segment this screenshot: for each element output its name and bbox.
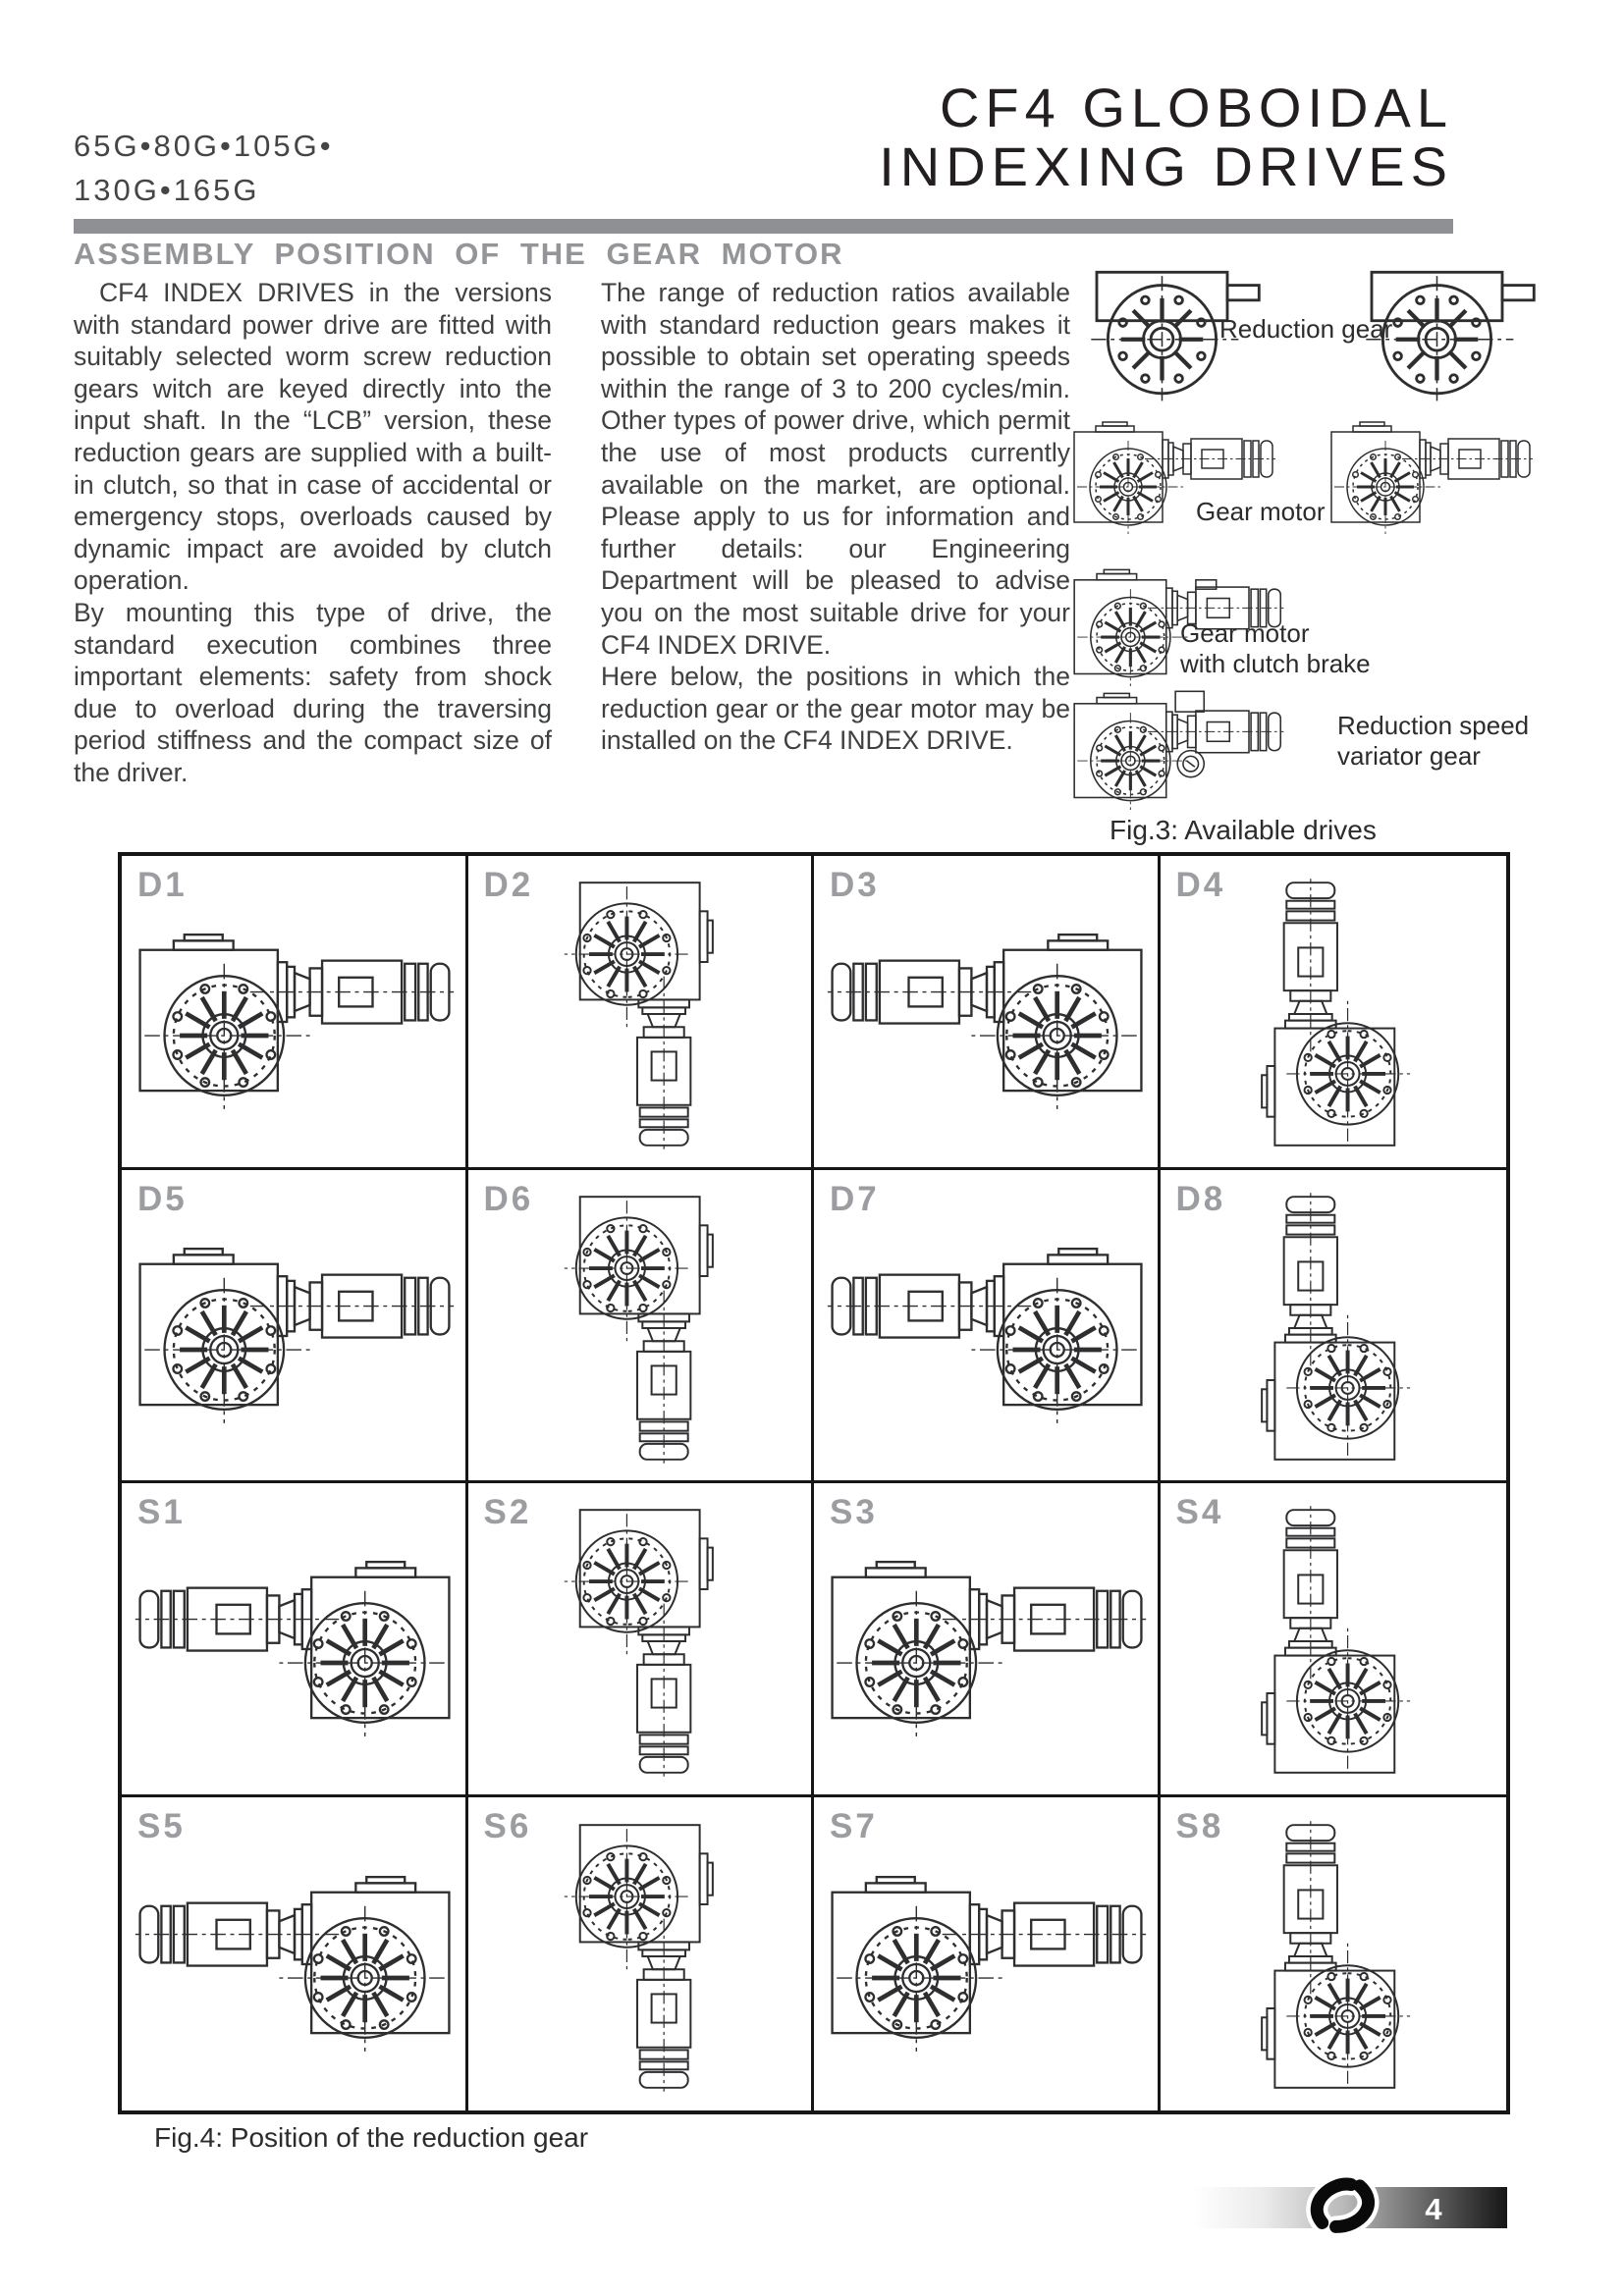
cell-position-label: S6 (483, 1806, 532, 1845)
gear-motor-label: Gear motor (1196, 497, 1326, 526)
gear-motor-clutch-brake-label: Gear motor with clutch brake (1180, 618, 1371, 678)
cell-position-label: S7 (830, 1806, 878, 1845)
fig4-grid (118, 852, 1510, 2114)
page-title-line2: INDEXING DRIVES (879, 135, 1453, 197)
cell-position-label: D5 (137, 1179, 188, 1218)
gear-motor-position-drawing (468, 866, 814, 1162)
fig3-caption: Fig.3: Available drives (1110, 815, 1377, 845)
fig4-grid-cell (814, 1797, 1161, 2111)
model-codes (74, 124, 334, 212)
fig4-grid-cell (468, 856, 815, 1170)
paragraph: By mounting this type of drive, the standard execution combines three important elements: safety from shock due to overload during the traversing period stiffness and the compact size of the driver. (74, 597, 552, 787)
gear-motor-position-drawing (1161, 1493, 1506, 1789)
paragraph: The range of reduction ratios available with standard reduction gears makes it possible to obtain set operating speeds within the range of 3 to 200 cycles/min. Other types of power drive, which permit the use of most products currently available on the market, are optional. Please apply to us for information and further details: our Engineering Department will be pleased to advise you on the most suitable drive for your CF4 INDEX DRIVE. (601, 278, 1070, 660)
cell-position-label: D3 (830, 866, 880, 904)
gear-motor-position-drawing (122, 866, 467, 1162)
text-column-1 (74, 277, 552, 789)
section-heading: ASSEMBLY POSITION OF THE GEAR MOTOR (74, 237, 844, 271)
gear-motor-position-drawing (814, 1808, 1160, 2105)
fig4-caption: Fig.4: Position of the reduction gear (154, 2122, 589, 2153)
gear-motor-position-drawing (814, 1180, 1160, 1476)
gear-motor-position-drawing (814, 1493, 1160, 1789)
fig4-grid-cell (814, 856, 1161, 1170)
cell-position-label: D6 (483, 1179, 534, 1218)
gear-motor-position-drawing (1161, 1808, 1506, 2105)
gear-motor-position-drawing (122, 1493, 467, 1789)
fig4-grid-cell (122, 856, 468, 1170)
fig4-grid-cell (1161, 856, 1507, 1170)
cell-position-label: D7 (830, 1179, 880, 1218)
cell-position-label: S2 (483, 1493, 532, 1531)
paragraph: CF4 INDEX DRIVES in the versions with standard power drive are fitted with suitably selected worm screw reduction gears witch are keyed directly into the input shaft. In the “LCB” version, these reduction gears are supplied with a built-in clutch, so that in case of accidental or emergency stops, overloads caused by dynamic impact are avoided by clutch operation. (74, 278, 552, 596)
fig4-grid-cell (468, 1483, 815, 1797)
gear-motor-position-drawing (468, 1493, 814, 1789)
fig4-grid-cell (1161, 1797, 1507, 2111)
gear-motor-drawing (1327, 412, 1553, 550)
reduction-gear-label: Reduction gear (1219, 314, 1393, 344)
gear-motor-position-drawing (1161, 866, 1506, 1162)
model-codes-line1: 65G•80G•105G• (74, 129, 334, 163)
paragraph: Here below, the positions in which the reduction gear or the gear motor may be installed on the CF4 INDEX DRIVE. (601, 662, 1070, 756)
cell-position-label: S8 (1175, 1806, 1224, 1845)
fig4-grid-cell (468, 1797, 815, 2111)
cell-position-label: S1 (137, 1493, 186, 1531)
fig4-grid-cell (814, 1170, 1161, 1484)
model-codes-line2: 130G•165G (74, 173, 260, 207)
fig4-grid-cell (468, 1170, 815, 1484)
fig4-grid-cell (122, 1797, 468, 2111)
gear-motor-position-drawing (122, 1180, 467, 1476)
fig4-grid-cell (1161, 1170, 1507, 1484)
cell-position-label: D4 (1175, 866, 1226, 904)
page-title-line1: CF4 GLOBOIDAL (939, 77, 1453, 138)
brand-logo-icon (1292, 2172, 1394, 2237)
gear-motor-drawing (1070, 412, 1296, 550)
cell-position-label: S3 (830, 1493, 878, 1531)
page-number: 4 (1425, 2192, 1442, 2226)
gear-motor-position-drawing (122, 1808, 467, 2105)
fig3-available-drives (1070, 253, 1556, 857)
speed-variator-gear-drawing (1070, 683, 1316, 830)
page-title (879, 79, 1453, 196)
cell-position-label: D8 (1175, 1179, 1226, 1218)
cell-position-label: D1 (137, 866, 188, 904)
gear-motor-position-drawing (1161, 1180, 1506, 1476)
header-divider-bar (74, 219, 1453, 234)
fig4-grid-cell (1161, 1483, 1507, 1797)
gear-motor-position-drawing (468, 1180, 814, 1476)
cell-position-label: S4 (1175, 1493, 1224, 1531)
speed-variator-gear-label: Reduction speed variator gear (1337, 711, 1530, 771)
fig4-grid-cell (122, 1483, 468, 1797)
fig4-grid-cell (122, 1170, 468, 1484)
text-column-2 (601, 277, 1070, 757)
fig4-grid-cell (814, 1483, 1161, 1797)
cell-position-label: S5 (137, 1806, 186, 1845)
cell-position-label: D2 (483, 866, 534, 904)
gear-motor-position-drawing (468, 1808, 814, 2105)
gear-motor-position-drawing (814, 866, 1160, 1162)
